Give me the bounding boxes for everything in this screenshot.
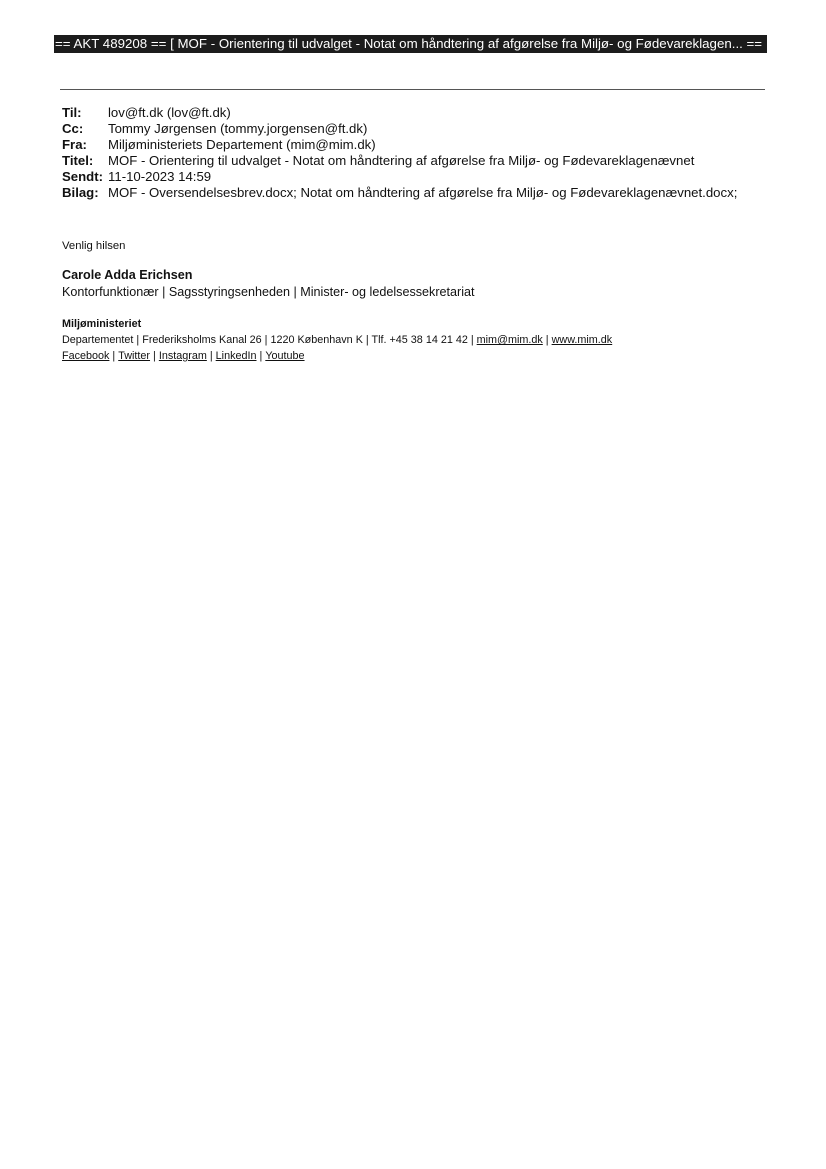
header-row-attachments — [62, 185, 782, 201]
email-link[interactable]: mim@mim.dk — [476, 334, 543, 346]
attachments-value: MOF - Oversendelsesbrev.docx; Notat om håndtering af afgørelse fra Miljø- og Fødevareklagenævnet.docx; — [108, 185, 738, 200]
from-label: Fra: — [62, 137, 87, 152]
header-divider — [60, 89, 765, 90]
document-banner — [54, 35, 767, 53]
header-row-sent — [62, 169, 782, 185]
header-row-to — [62, 105, 782, 121]
social-separator: | — [112, 350, 116, 362]
banner-text: == AKT 489208 == [ MOF - Orientering til udvalget - Notat om håndtering af afgørelse fra Miljø- og Fødevareklagen... == — [55, 36, 763, 51]
social-links — [62, 350, 305, 362]
instagram-link[interactable]: Instagram — [158, 350, 207, 362]
signature-organization: Miljøministeriet — [62, 318, 142, 330]
email-header — [62, 105, 782, 201]
youtube-link[interactable]: Youtube — [265, 350, 305, 362]
header-row-from — [62, 137, 782, 153]
header-row-cc — [62, 121, 782, 137]
to-value: lov@ft.dk (lov@ft.dk) — [108, 105, 231, 120]
social-separator: | — [153, 350, 156, 362]
sent-value: 11-10-2023 14:59 — [108, 169, 212, 184]
signature-title: Kontorfunktionær | Sagsstyringsenheden | Minister- og ledelsessekretariat — [62, 285, 475, 299]
header-row-title — [62, 153, 782, 169]
facebook-link[interactable]: Facebook — [62, 350, 110, 362]
greeting: Venlig hilsen — [62, 240, 126, 252]
social-separator: | — [209, 350, 213, 362]
to-label: Til: — [62, 105, 82, 120]
sent-label: Sendt: — [62, 169, 104, 184]
cc-value: Tommy Jørgensen (tommy.jorgensen@ft.dk) — [108, 121, 368, 136]
signature-address-line — [62, 334, 612, 346]
title-label: Titel: — [62, 153, 94, 168]
linkedin-link[interactable]: LinkedIn — [215, 350, 257, 362]
cc-label: Cc: — [62, 121, 84, 136]
signature-address: Departementet | Frederiksholms Kanal 26 | 1220 København K | Tlf. +45 38 14 21 42 | — [62, 334, 477, 346]
link-separator: | — [545, 334, 549, 346]
title-value: MOF - Orientering til udvalget - Notat om håndtering af afgørelse fra Miljø- og Fødevareklagenævnet — [108, 153, 695, 168]
social-separator: | — [259, 350, 263, 362]
website-link[interactable]: www.mim.dk — [551, 334, 613, 346]
signature-name: Carole Adda Erichsen — [62, 268, 193, 282]
attachments-label: Bilag: — [62, 185, 99, 200]
from-value: Miljøministeriets Departement (mim@mim.dk) — [108, 137, 376, 152]
twitter-link[interactable]: Twitter — [118, 350, 151, 362]
